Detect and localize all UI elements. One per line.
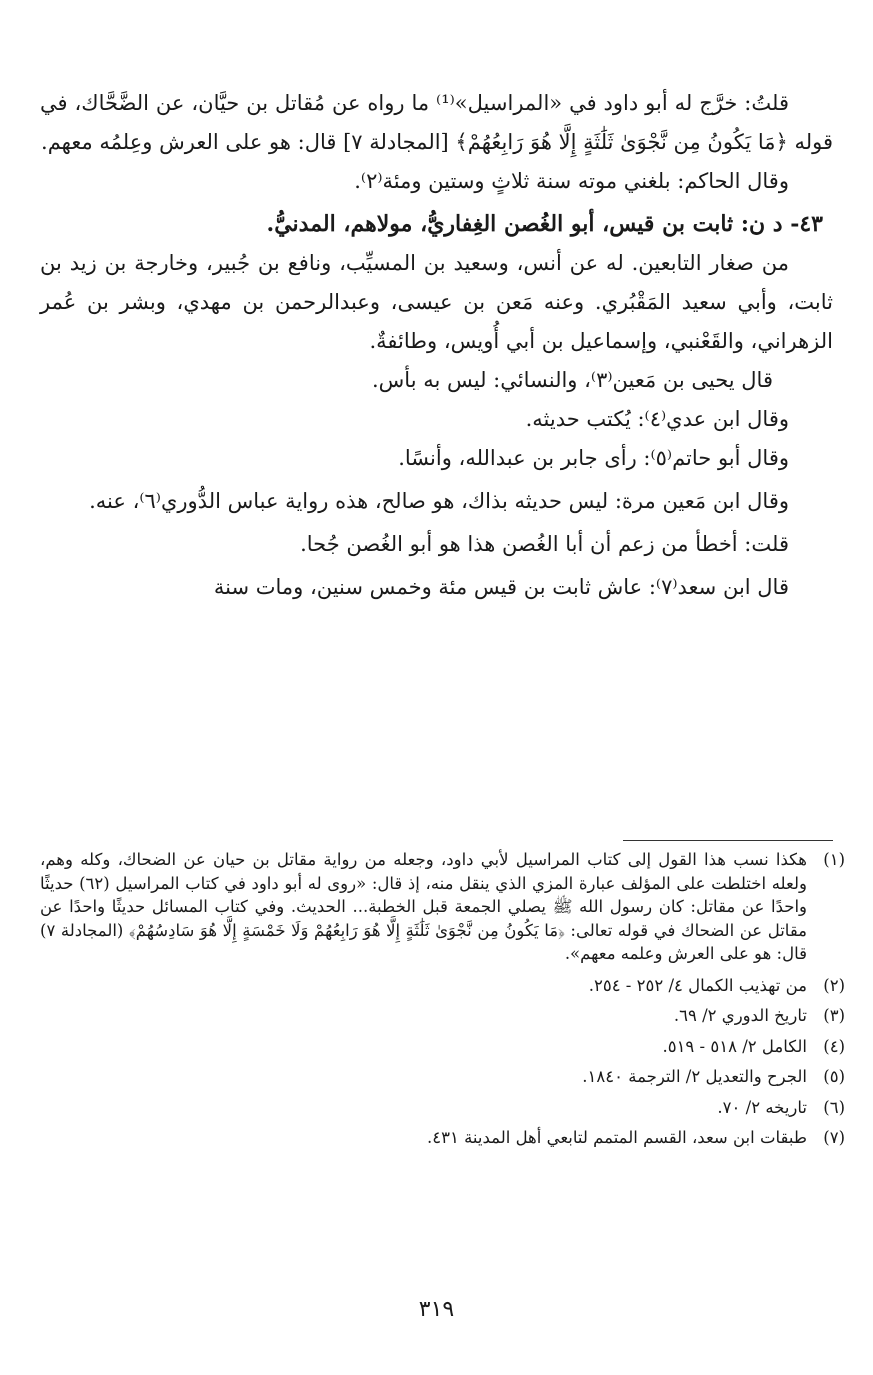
- footnote: [40, 1126, 845, 1150]
- footnote-number: (٤): [823, 1036, 845, 1056]
- main-text: [40, 84, 833, 607]
- paragraph: من صغار التابعين. له عن أنس، وسعيد بن المسيِّب، ونافع بن جُبير، وخارجة بن زيد بن ثابت، وأبي سعيد المَقْبُري. وعنه مَعن بن عيسى، وعبدالرحمن بن مهدي، وبشر بن عُمر الزهراني، والقَعْنبي، وإسماعيل بن أبي أُويس، وطائفةٌ.: [40, 251, 833, 353]
- paragraph: وقال ابن مَعين مرة: ليس حديثه بذاك، هو صالح، هذه رواية عباس الدُّوري⁽٦⁾، عنه.: [89, 489, 789, 513]
- footnote-text: تاريخ الدوري ٢/ ٦٩.: [673, 1006, 807, 1025]
- footnote-text: من تهذيب الكمال ٤/ ٢٥٢ - ٢٥٤.: [588, 975, 807, 995]
- footnote: [40, 1065, 845, 1089]
- footnote-number: (١): [823, 850, 845, 869]
- footnote-text: طبقات ابن سعد، القسم المتمم لتابعي أهل المدينة ٤٣١.: [427, 1128, 807, 1147]
- footnotes: [40, 848, 845, 1157]
- footnote: [40, 1004, 845, 1028]
- paragraph: قال يحيى بن مَعين⁽٣⁾، والنسائي: ليس به بأس.: [371, 368, 773, 392]
- footnote-text: تاريخه ٢/ ٧٠.: [717, 1097, 807, 1117]
- paragraph: وقال أبو حاتم⁽٥⁾: رأى جابر بن عبدالله، وأنسًا.: [398, 446, 789, 470]
- footnote: [40, 1035, 845, 1059]
- page-number: ٣١٩: [418, 1297, 455, 1322]
- footnote-separator: [623, 840, 833, 841]
- footnote-text: الكامل ٢/ ٥١٨ - ٥١٩.: [662, 1036, 807, 1056]
- paragraph: قلت: أخطأ من زعم أن أبا الغُصن هذا هو أبو الغُصن جُحا.: [300, 532, 789, 556]
- footnote: [40, 974, 845, 998]
- footnote: [40, 848, 845, 966]
- footnote-number: (٥): [823, 1067, 845, 1086]
- footnote: [40, 1096, 845, 1120]
- footnote-number: (٧): [823, 1128, 845, 1147]
- paragraph: قلتُ: خرَّج له أبو داود في «المراسيل»⁽¹⁾ ما رواه عن مُقاتل بن حيَّان، عن الضَّحَّاك، في قوله ﴿مَا يَكُونُ مِن نَّجْوَىٰ ثَلَٰثَةٍ إِلَّا هُوَ رَابِعُهُمْ﴾ [المجادلة ٧] قال: هو على العرش وعِلمُه معهم.: [40, 91, 833, 154]
- biography-entry-heading: ٤٣- د ن: ثابت بن قيس، أبو الغُصن الغِفاريُّ، مولاهم، المدنيُّ.: [266, 211, 823, 237]
- footnote-text: الجرح والتعديل ٢/ الترجمة ١٨٤٠.: [582, 1067, 807, 1086]
- paragraph: وقال ابن عدي⁽٤⁾: يُكتب حديثه.: [525, 407, 789, 431]
- footnote-text: هكذا نسب هذا القول إلى كتاب المراسيل لأبي داود، وجعله من رواية مقاتل بن حيان عن الضحاك، وكله وهم، ولعله اختلطت على المؤلف عبارة المزي الذي ينقل منه، إذ قال: «روى له أبو داود في كتاب المراسيل (٦٢) حديثًا واحدًا عن مقاتل: كان رسول الله ﷺ يصلي الجمعة قبل الخطبة... الحديث. وفي كتاب المسائل حديثًا واحدًا عن مقاتل عن الضحاك في قوله تعالى: ﴿مَا يَكُونُ مِن نَّجْوَىٰ ثَلَٰثَةٍ إِلَّا هُوَ رَابِعُهُمْ وَلَا خَمْسَةٍ إِلَّا هُوَ سَادِسُهُمْ﴾ (المجادلة ٧) قال: هو على العرش وعلمه معهم».: [40, 850, 807, 963]
- footnote-number: (٢): [823, 975, 845, 995]
- paragraph: وقال الحاكم: بلغني موته سنة ثلاثٍ وستين ومئة⁽٢⁾.: [354, 169, 789, 193]
- footnote-number: (٦): [823, 1097, 845, 1117]
- footnote-number: (٣): [823, 1006, 845, 1025]
- paragraph: قال ابن سعد⁽٧⁾: عاش ثابت بن قيس مئة وخمس سنين، ومات سنة: [213, 575, 789, 599]
